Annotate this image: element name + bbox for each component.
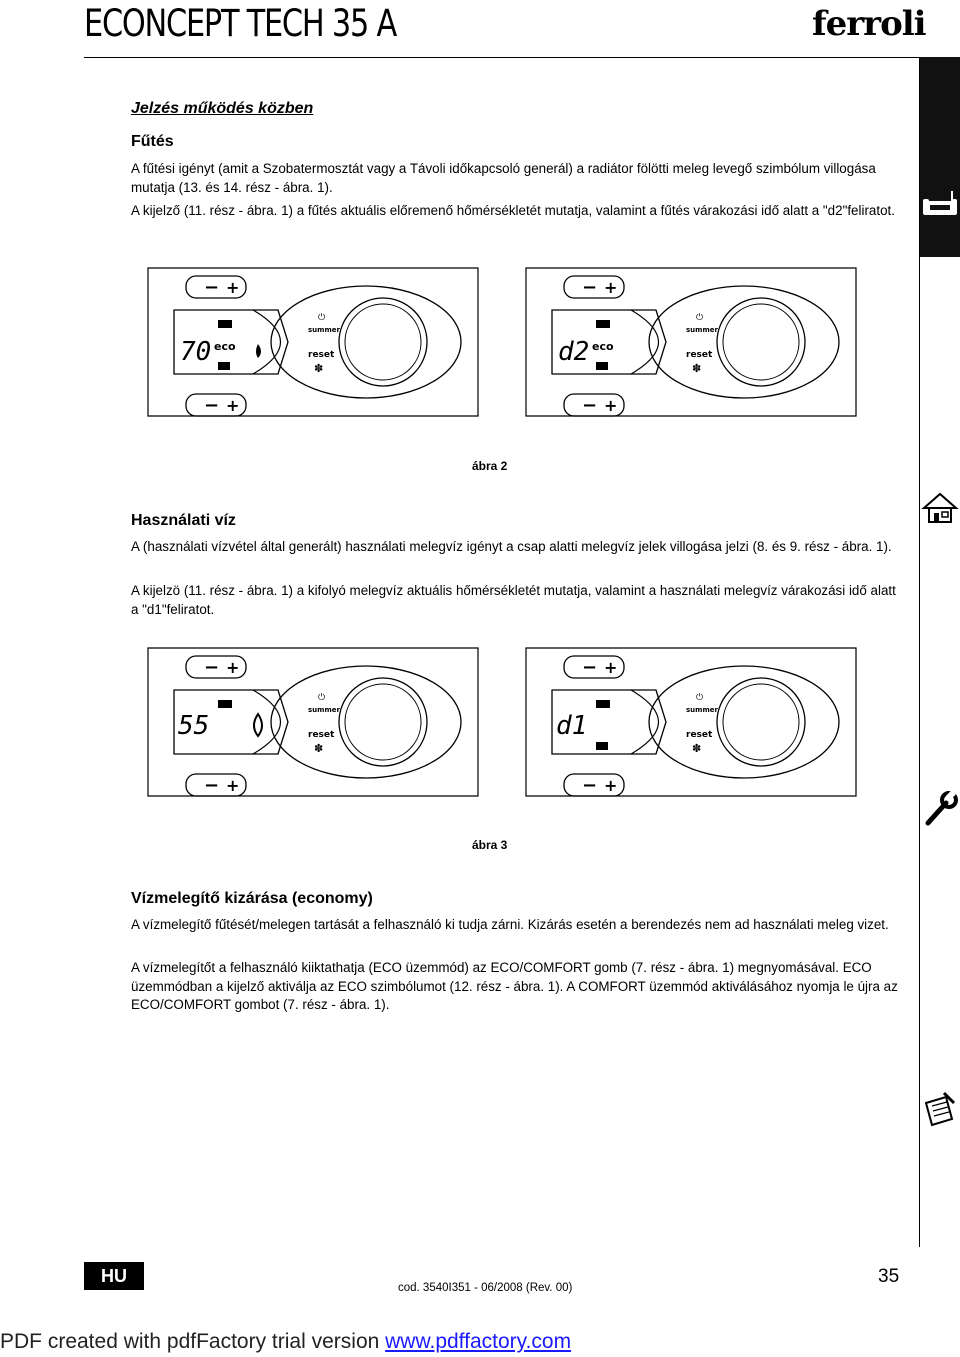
tap-icon xyxy=(218,320,232,328)
language-badge: HU xyxy=(84,1262,144,1290)
svg-text:−: − xyxy=(582,775,598,796)
header-rule xyxy=(84,57,920,58)
svg-text:+: + xyxy=(226,278,240,297)
control-panel-right xyxy=(526,268,856,416)
dhw-title: Használati víz xyxy=(131,512,236,529)
control-panel-left xyxy=(148,648,478,796)
display-70: 70 xyxy=(180,337,212,367)
economy-paragraph-1: A vízmelegítő fűtését/melegen tartását a felhasználó ki tudja zárni. Kizárás esetén a berendezés nem ad használati meleg vizet. xyxy=(131,917,889,932)
main-section-title: Jelzés működés közben xyxy=(131,100,314,117)
notes-icon xyxy=(920,1089,960,1129)
svg-text:−: − xyxy=(582,277,598,298)
svg-text:+: + xyxy=(226,658,240,677)
svg-text:−: − xyxy=(204,395,220,416)
svg-text:summer: summer xyxy=(686,706,718,714)
economy-paragraph-2: A vízmelegítőt a felhasználó kiiktathatja (ECO üzemmód) az ECO/COMFORT gomb (7. rész - ábra. 1) megnyomásával. ECO üzemmódban a kijelző aktiválja az ECO szimbólumot (12. rész - ábra. 1). A COMFORT üzemmód aktiválásához nyomja le újra az ECO/COMFORT gombot (7. rész - ábra. 1). xyxy=(131,960,898,1012)
flame-icon xyxy=(254,714,262,736)
svg-text:summer: summer xyxy=(686,326,718,334)
figure-3-caption: ábra 3 xyxy=(472,838,508,852)
document-code: cod. 3540I351 - 06/2008 (Rev. 00) xyxy=(398,1282,573,1294)
installer-house-icon xyxy=(920,488,960,528)
svg-text:+: + xyxy=(604,776,618,795)
dhw-paragraph-2: A kijelzö (11. rész - ábra. 1) a kifolyó melegvíz aktuális hőmérsékletét mutatja, valamint a használati melegvíz várakozási idő alatt a "d1"feliratot. xyxy=(131,583,896,617)
radiator-icon xyxy=(218,362,230,370)
eco-label: eco xyxy=(214,340,236,353)
dhw-paragraph-1: A (használati vízvétel által generált) használati melegvíz igényt a csap alatti melegvíz jelek villogása jelzi (8. és 9. rész - ábra. 1). xyxy=(131,539,892,554)
svg-text:reset: reset xyxy=(686,730,713,740)
display-55: 55 xyxy=(178,711,210,741)
svg-text:+: + xyxy=(604,278,618,297)
svg-text:✽: ✽ xyxy=(314,362,324,375)
svg-text:−: − xyxy=(204,775,220,796)
display-d1: d1 xyxy=(556,711,588,741)
user-sofa-icon xyxy=(920,185,960,225)
svg-text:✽: ✽ xyxy=(692,362,702,375)
svg-text:eco: eco xyxy=(592,340,614,353)
pdffactory-link[interactable]: www.pdffactory.com xyxy=(385,1330,572,1353)
pdf-banner-text: PDF created with pdfFactory trial version xyxy=(0,1330,386,1353)
svg-text:+: + xyxy=(604,658,618,677)
svg-text:⏻: ⏻ xyxy=(318,693,326,703)
sidebar-tab-notes[interactable] xyxy=(920,1085,960,1135)
svg-text:−: − xyxy=(204,657,220,678)
pdf-banner xyxy=(0,1330,571,1354)
figure-3-control-panels xyxy=(138,642,960,802)
svg-text:⏻: ⏻ xyxy=(696,693,704,703)
page-number: 35 xyxy=(878,1266,900,1287)
svg-text:−: − xyxy=(204,277,220,298)
svg-text:reset: reset xyxy=(308,730,335,740)
ferroli-logo: ferroli xyxy=(812,4,926,44)
svg-text:−: − xyxy=(582,395,598,416)
heating-paragraph-1: A fűtési igényt (amit a Szobatermosztát vagy a Távoli időkapcsoló generál) a radiátor fölötti meleg levegő szimbólum villogása mutatja (13. és 14. rész - ábra. 1). xyxy=(131,161,876,195)
display-d2: d2 xyxy=(558,337,590,367)
svg-text:⏻: ⏻ xyxy=(696,313,704,323)
svg-text:reset: reset xyxy=(686,350,713,360)
heating-paragraph-2: A kijelző (11. rész - ábra. 1) a fűtés aktuális előremenő hőmérsékletét mutatja, valamint a fűtés várakozási idő alatt a "d2"feliratot. xyxy=(131,203,895,218)
sidebar-tab-installer[interactable] xyxy=(920,480,960,540)
svg-text:+: + xyxy=(226,776,240,795)
control-panel-right xyxy=(526,648,856,796)
flame-icon xyxy=(256,344,261,358)
economy-title: Vízmelegítő kizárása (economy) xyxy=(131,890,373,907)
svg-text:+: + xyxy=(604,396,618,415)
heating-title: Fűtés xyxy=(131,133,174,150)
document-title: ECONCEPT TECH 35 A xyxy=(84,2,396,45)
svg-text:⏻: ⏻ xyxy=(318,313,326,323)
tap-icon xyxy=(218,700,232,708)
svg-text:reset: reset xyxy=(308,350,335,360)
control-panel-left xyxy=(148,268,478,416)
svg-text:+: + xyxy=(226,396,240,415)
svg-text:summer: summer xyxy=(308,706,340,714)
figure-2-control-panels xyxy=(138,262,960,422)
sidebar-tab-user[interactable] xyxy=(920,57,960,257)
svg-text:summer: summer xyxy=(308,326,340,334)
svg-text:−: − xyxy=(582,657,598,678)
figure-2-caption: ábra 2 xyxy=(472,459,508,473)
svg-text:✽: ✽ xyxy=(692,742,702,755)
svg-text:✽: ✽ xyxy=(314,742,324,755)
